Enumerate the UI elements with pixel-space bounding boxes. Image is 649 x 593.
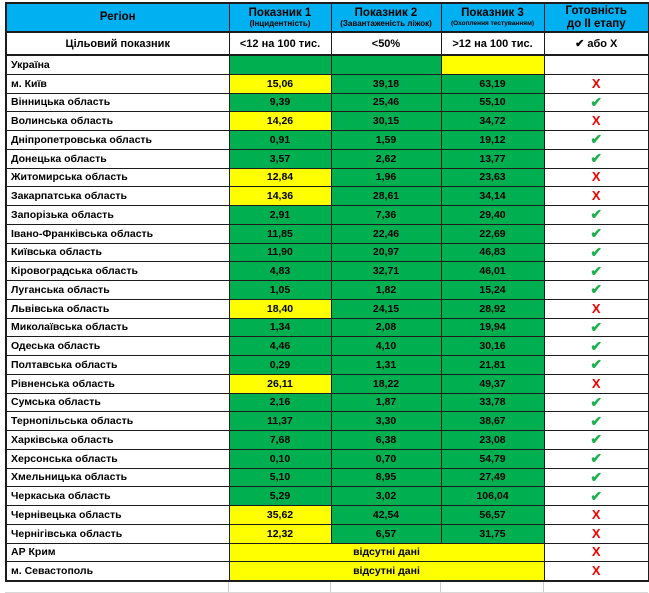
indicator-3-subtitle: (Охоплення тестуванням) xyxy=(450,19,535,27)
table-row xyxy=(6,206,649,225)
readiness-cell[interactable] xyxy=(544,112,649,131)
indicator-1-subtitle: (Інцидентність) xyxy=(249,19,311,29)
region-cell[interactable]: Миколаївська область xyxy=(6,318,229,337)
header-indicator-2[interactable] xyxy=(331,3,441,32)
check-icon: ✔ xyxy=(590,356,603,373)
check-icon: ✔ xyxy=(590,468,603,485)
table-row xyxy=(6,393,649,412)
region-cell[interactable]: Дніпропетровська область xyxy=(6,131,229,150)
target-indicator-3-cell[interactable]: >12 на 100 тис. xyxy=(441,32,544,55)
readiness-cell[interactable] xyxy=(544,243,649,262)
readiness-title-line2: до ІІ етапу xyxy=(566,17,626,30)
no-data-cell[interactable]: відсутні дані xyxy=(229,543,544,562)
indicator-3-cell[interactable]: 23,08 xyxy=(441,431,544,450)
indicator-3-cell[interactable]: 27,49 xyxy=(441,468,544,487)
readiness-cell[interactable] xyxy=(544,356,649,375)
table-row xyxy=(6,168,649,187)
header-indicator-3[interactable] xyxy=(441,3,544,32)
indicator-2-cell[interactable]: 30,15 xyxy=(331,112,441,131)
indicator-2-cell[interactable]: 1,82 xyxy=(331,281,441,300)
region-cell[interactable]: Черкаська область xyxy=(6,487,229,506)
readiness-cell[interactable] xyxy=(544,281,649,300)
region-cell[interactable]: Чернігівська область xyxy=(6,524,229,543)
readiness-cell[interactable] xyxy=(544,299,649,318)
region-cell[interactable]: Харківська область xyxy=(6,431,229,450)
table-row xyxy=(6,562,649,581)
indicator-1-cell[interactable]: 26,11 xyxy=(229,374,331,393)
cross-icon: Х xyxy=(591,113,601,129)
readiness-cell[interactable] xyxy=(544,412,649,431)
table-body xyxy=(6,55,649,581)
cross-icon: Х xyxy=(591,506,601,522)
check-icon: ✔ xyxy=(590,393,603,410)
region-cell[interactable]: м. Київ xyxy=(6,74,229,93)
cross-icon: Х xyxy=(591,188,601,204)
check-icon: ✔ xyxy=(590,93,603,110)
indicator-1-cell[interactable]: 14,26 xyxy=(229,112,331,131)
region-cell[interactable]: Рівненська область xyxy=(6,374,229,393)
cross-icon: Х xyxy=(591,563,601,579)
readiness-cell[interactable] xyxy=(544,449,649,468)
indicator-3-cell[interactable]: 28,92 xyxy=(441,299,544,318)
column-divider xyxy=(228,582,229,592)
table-row xyxy=(6,468,649,487)
region-cell[interactable]: Україна xyxy=(6,55,229,74)
indicator-3-cell[interactable]: 38,67 xyxy=(441,412,544,431)
readiness-cell[interactable] xyxy=(544,543,649,562)
table-row xyxy=(6,74,649,93)
indicator-3-cell[interactable]: 46,83 xyxy=(441,243,544,262)
region-cell[interactable]: Запорізька область xyxy=(6,206,229,225)
region-cell[interactable]: Одеська область xyxy=(6,337,229,356)
indicator-1-cell[interactable]: 12,32 xyxy=(229,524,331,543)
indicator-2-cell[interactable]: 42,54 xyxy=(331,506,441,525)
region-cell[interactable]: Івано-Франківська область xyxy=(6,224,229,243)
table-row xyxy=(6,412,649,431)
indicator-1-cell[interactable]: 11,85 xyxy=(229,224,331,243)
table-row xyxy=(6,524,649,543)
readiness-cell[interactable] xyxy=(544,374,649,393)
check-icon: ✔ xyxy=(590,450,603,467)
indicator-1-cell[interactable]: 5,10 xyxy=(229,468,331,487)
indicator-2-cell[interactable]: 0,70 xyxy=(331,449,441,468)
indicator-1-title: Показник 1 xyxy=(248,6,312,19)
check-icon: ✔ xyxy=(590,412,603,429)
readiness-cell[interactable] xyxy=(544,506,649,525)
indicator-1-cell[interactable]: 4,83 xyxy=(229,262,331,281)
readiness-cell[interactable] xyxy=(544,318,649,337)
indicator-1-cell[interactable] xyxy=(229,55,331,74)
indicator-3-title: Показник 3 xyxy=(461,7,524,20)
region-cell[interactable]: Тернопільська область xyxy=(6,412,229,431)
indicator-2-cell[interactable]: 2,62 xyxy=(331,149,441,168)
header-row xyxy=(6,3,649,32)
indicator-1-cell[interactable]: 35,62 xyxy=(229,506,331,525)
indicator-1-cell[interactable]: 3,57 xyxy=(229,149,331,168)
table-row xyxy=(6,487,649,506)
table-row xyxy=(6,224,649,243)
regions-readiness-table xyxy=(5,2,649,582)
table-row xyxy=(6,149,649,168)
check-icon: ✔ xyxy=(590,243,603,260)
indicator-2-cell[interactable]: 7,36 xyxy=(331,206,441,225)
indicator-3-cell[interactable]: 31,75 xyxy=(441,524,544,543)
no-data-cell[interactable]: відсутні дані xyxy=(229,562,544,581)
indicator-2-cell[interactable]: 39,18 xyxy=(331,74,441,93)
indicator-3-cell[interactable]: 49,37 xyxy=(441,374,544,393)
readiness-cell[interactable] xyxy=(544,431,649,450)
indicator-3-cell[interactable]: 106,04 xyxy=(441,487,544,506)
region-cell[interactable]: Чернівецька область xyxy=(6,506,229,525)
indicator-1-cell[interactable]: 0,10 xyxy=(229,449,331,468)
indicator-3-cell[interactable]: 19,94 xyxy=(441,318,544,337)
region-cell[interactable]: Львівська область xyxy=(6,299,229,318)
check-icon: ✔ xyxy=(590,262,603,279)
indicator-3-cell[interactable]: 19,12 xyxy=(441,131,544,150)
check-icon: ✔ xyxy=(590,281,603,298)
table-row xyxy=(6,112,649,131)
target-row xyxy=(6,32,649,55)
indicator-3-cell[interactable]: 55,10 xyxy=(441,93,544,112)
check-icon: ✔ xyxy=(590,318,603,335)
readiness-table-wrapper xyxy=(5,2,648,593)
region-cell[interactable]: Кіровоградська область xyxy=(6,262,229,281)
header-region[interactable] xyxy=(6,3,229,32)
table-row xyxy=(6,131,649,150)
indicator-3-cell[interactable] xyxy=(441,55,544,74)
indicator-1-cell[interactable]: 0,29 xyxy=(229,356,331,375)
readiness-cell[interactable] xyxy=(544,468,649,487)
table-row xyxy=(6,281,649,300)
readiness-cell[interactable] xyxy=(544,262,649,281)
readiness-cell[interactable] xyxy=(544,393,649,412)
indicator-2-cell[interactable]: 2,08 xyxy=(331,318,441,337)
indicator-2-cell[interactable]: 18,22 xyxy=(331,374,441,393)
indicator-2-cell[interactable]: 32,71 xyxy=(331,262,441,281)
indicator-3-cell[interactable]: 33,78 xyxy=(441,393,544,412)
indicator-3-cell[interactable]: 54,79 xyxy=(441,449,544,468)
indicator-1-cell[interactable]: 2,91 xyxy=(229,206,331,225)
indicator-1-cell[interactable]: 14,36 xyxy=(229,187,331,206)
header-indicator-1[interactable] xyxy=(229,3,331,32)
target-indicator-1-cell[interactable]: <12 на 100 тис. xyxy=(229,32,331,55)
indicator-1-cell[interactable]: 18,40 xyxy=(229,299,331,318)
indicator-3-cell[interactable]: 21,81 xyxy=(441,356,544,375)
indicator-1-cell[interactable]: 12,84 xyxy=(229,168,331,187)
target-label-cell[interactable]: Цільовий показник xyxy=(6,32,229,55)
readiness-cell[interactable] xyxy=(544,55,649,74)
indicator-2-cell[interactable]: 24,15 xyxy=(331,299,441,318)
region-cell[interactable]: м. Севастополь xyxy=(6,562,229,581)
region-cell[interactable]: Житомирська область xyxy=(6,168,229,187)
indicator-1-cell[interactable]: 1,05 xyxy=(229,281,331,300)
table-row xyxy=(6,431,649,450)
table-row xyxy=(6,187,649,206)
indicator-2-title: Показник 2 xyxy=(354,6,418,19)
readiness-cell[interactable] xyxy=(544,187,649,206)
table-row xyxy=(6,318,649,337)
readiness-cell[interactable] xyxy=(544,206,649,225)
readiness-cell[interactable] xyxy=(544,524,649,543)
header-readiness[interactable] xyxy=(544,3,649,32)
indicator-3-cell[interactable]: 15,24 xyxy=(441,281,544,300)
indicator-2-cell[interactable]: 6,57 xyxy=(331,524,441,543)
indicator-3-cell[interactable]: 13,77 xyxy=(441,149,544,168)
check-icon: ✔ xyxy=(590,487,603,504)
indicator-2-cell[interactable]: 1,87 xyxy=(331,393,441,412)
target-readiness-cell[interactable]: ✔ або Х xyxy=(544,32,649,55)
indicator-1-cell[interactable]: 0,91 xyxy=(229,131,331,150)
indicator-2-cell[interactable] xyxy=(331,55,441,74)
table-row xyxy=(6,356,649,375)
readiness-cell[interactable] xyxy=(544,487,649,506)
table-row xyxy=(6,374,649,393)
indicator-1-cell[interactable]: 1,34 xyxy=(229,318,331,337)
region-cell[interactable]: Закарпатська область xyxy=(6,187,229,206)
region-cell[interactable]: Донецька область xyxy=(6,149,229,168)
indicator-1-cell[interactable]: 2,16 xyxy=(229,393,331,412)
check-icon: ✔ xyxy=(590,431,603,448)
indicator-3-cell[interactable]: 34,14 xyxy=(441,187,544,206)
indicator-1-cell[interactable]: 11,37 xyxy=(229,412,331,431)
table-row xyxy=(6,337,649,356)
indicator-3-cell[interactable]: 63,19 xyxy=(441,74,544,93)
indicator-2-cell[interactable]: 8,95 xyxy=(331,468,441,487)
indicator-3-cell[interactable]: 30,16 xyxy=(441,337,544,356)
readiness-cell[interactable] xyxy=(544,337,649,356)
column-divider xyxy=(440,582,441,592)
check-icon: ✔ xyxy=(590,206,603,223)
indicator-3-cell[interactable]: 34,72 xyxy=(441,112,544,131)
readiness-cell[interactable] xyxy=(544,74,649,93)
table-row xyxy=(6,262,649,281)
readiness-cell[interactable] xyxy=(544,93,649,112)
check-icon: ✔ xyxy=(590,150,603,167)
indicator-2-cell[interactable]: 25,46 xyxy=(331,93,441,112)
indicator-2-cell[interactable]: 20,97 xyxy=(331,243,441,262)
readiness-cell[interactable] xyxy=(544,149,649,168)
indicator-1-cell[interactable]: 11,90 xyxy=(229,243,331,262)
cross-icon: Х xyxy=(591,525,601,541)
readiness-cell[interactable] xyxy=(544,562,649,581)
region-cell[interactable]: Київська область xyxy=(6,243,229,262)
region-cell[interactable]: АР Крим xyxy=(6,543,229,562)
region-cell[interactable]: Волинська область xyxy=(6,112,229,131)
cross-icon: Х xyxy=(591,375,601,391)
column-divider xyxy=(330,582,331,592)
indicator-2-cell[interactable]: 4,10 xyxy=(331,337,441,356)
readiness-title-line1: Готовність xyxy=(565,5,627,17)
check-icon: ✔ xyxy=(590,131,603,148)
indicator-1-cell[interactable]: 9,39 xyxy=(229,93,331,112)
indicator-2-cell[interactable]: 3,02 xyxy=(331,487,441,506)
check-icon: ✔ xyxy=(590,225,603,242)
cross-icon: Х xyxy=(591,75,601,91)
indicator-1-cell[interactable]: 7,68 xyxy=(229,431,331,450)
region-cell[interactable]: Вінницька область xyxy=(6,93,229,112)
header-region-label: Регіон xyxy=(99,11,136,24)
table-row xyxy=(6,506,649,525)
region-cell[interactable]: Луганська область xyxy=(6,281,229,300)
indicator-3-cell[interactable]: 22,69 xyxy=(441,224,544,243)
indicator-2-subtitle: (Завантаженість ліжок) xyxy=(340,19,432,29)
column-divider xyxy=(543,582,544,592)
region-cell[interactable]: Херсонська область xyxy=(6,449,229,468)
region-cell[interactable]: Сумська область xyxy=(6,393,229,412)
indicator-2-cell[interactable]: 1,31 xyxy=(331,356,441,375)
indicator-1-cell[interactable]: 4,46 xyxy=(229,337,331,356)
indicator-3-cell[interactable]: 23,63 xyxy=(441,168,544,187)
indicator-1-cell[interactable]: 15,06 xyxy=(229,74,331,93)
table-row xyxy=(6,55,649,74)
target-indicator-2-cell[interactable]: <50% xyxy=(331,32,441,55)
table-row xyxy=(6,93,649,112)
indicator-1-cell[interactable]: 5,29 xyxy=(229,487,331,506)
indicator-3-cell[interactable]: 56,57 xyxy=(441,506,544,525)
table-row xyxy=(6,543,649,562)
region-cell[interactable]: Хмельницька область xyxy=(6,468,229,487)
check-icon: ✔ xyxy=(590,337,603,354)
table-row xyxy=(6,299,649,318)
indicator-2-cell[interactable]: 22,46 xyxy=(331,224,441,243)
indicator-2-cell[interactable]: 3,30 xyxy=(331,412,441,431)
indicator-2-cell[interactable]: 6,38 xyxy=(331,431,441,450)
readiness-cell[interactable] xyxy=(544,131,649,150)
indicator-2-cell[interactable]: 28,61 xyxy=(331,187,441,206)
indicator-2-cell[interactable]: 1,59 xyxy=(331,131,441,150)
table-row xyxy=(6,243,649,262)
table-row xyxy=(6,449,649,468)
indicator-3-cell[interactable]: 29,40 xyxy=(441,206,544,225)
cross-icon: Х xyxy=(591,169,601,185)
indicator-2-cell[interactable]: 1,96 xyxy=(331,168,441,187)
readiness-cell[interactable] xyxy=(544,224,649,243)
region-cell[interactable]: Полтавська область xyxy=(6,356,229,375)
readiness-cell[interactable] xyxy=(544,168,649,187)
cross-icon: Х xyxy=(591,544,601,560)
cross-icon: Х xyxy=(591,300,601,316)
indicator-3-cell[interactable]: 46,01 xyxy=(441,262,544,281)
